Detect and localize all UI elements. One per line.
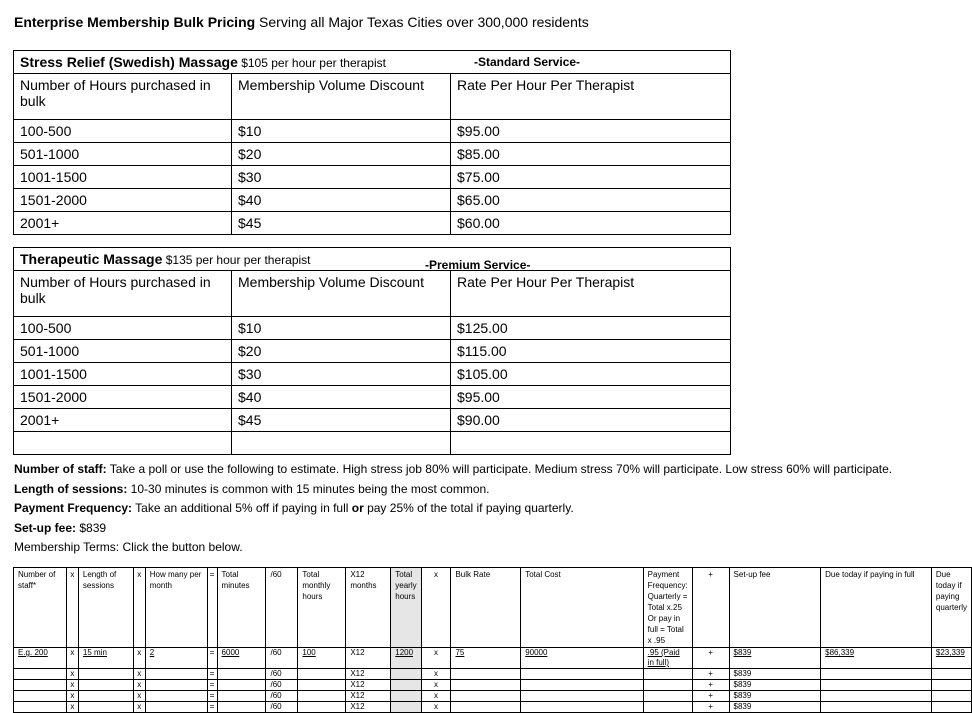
input-length[interactable]: [78, 702, 133, 713]
col-hours-header: Number of Hours purchased in bulk: [14, 74, 232, 120]
calc-op-times: x: [133, 648, 145, 669]
calc-op-equals: =: [207, 680, 217, 691]
hours-cell: 1501-2000: [14, 386, 232, 409]
note-frequency-text-b: pay 25% of the total if paying quarterly.: [363, 501, 574, 515]
calc-input-row: [14, 680, 972, 691]
calc-op-times: x: [421, 691, 451, 702]
table-row: [14, 120, 731, 143]
col-rate-header: Rate Per Hour Per Therapist: [451, 271, 731, 317]
input-due-full[interactable]: [821, 680, 932, 691]
calc-op-plus: +: [692, 702, 729, 713]
calc-op-plus: +: [692, 669, 729, 680]
calc-op-equals: =: [207, 691, 217, 702]
note-staff-label: Number of staff:: [14, 462, 107, 476]
calc-col-due-full: Due today if paying in full: [821, 568, 932, 648]
calc-example-row: [14, 648, 972, 669]
calc-op-times: x: [421, 568, 451, 648]
discount-cell: $40: [232, 386, 451, 409]
calc-op-times: x: [66, 648, 78, 669]
freq-line-2: Quarterly = Total x.25: [647, 592, 688, 612]
hours-cell: 2001+: [14, 212, 232, 235]
note-length: [14, 480, 892, 500]
table-row: [14, 143, 731, 166]
title-bold: Enterprise Membership Bulk Pricing: [14, 14, 256, 30]
table-row: [14, 409, 731, 432]
example-setup: $839: [729, 648, 821, 669]
calc-op-plus: +: [692, 648, 729, 669]
input-total-minutes[interactable]: [217, 680, 266, 691]
notes-section: [14, 460, 892, 558]
calc-op-times: x: [421, 669, 451, 680]
input-due-full[interactable]: [821, 702, 932, 713]
hours-cell: 501-1000: [14, 143, 232, 166]
calc-op-equals: =: [207, 568, 217, 648]
note-staff: [14, 460, 892, 480]
example-total-cost: 90000: [521, 648, 643, 669]
note-setup-label: Set-up fee:: [14, 520, 77, 535]
rate-cell: $125.00: [451, 317, 731, 340]
discount-cell: $30: [232, 363, 451, 386]
calc-col-per-month: How many per month: [145, 568, 207, 648]
calc-col-total-cost: Total Cost: [521, 568, 643, 648]
premium-service-price: $135 per hour per therapist: [162, 253, 311, 267]
input-div60: /60: [266, 669, 298, 680]
empty-cell: [232, 432, 451, 455]
calc-col-yearly-hours: Total yearly hours: [391, 568, 421, 648]
cost-calculator-table: [13, 567, 972, 713]
calc-col-staff: Number of staff*: [14, 568, 67, 648]
calc-op-times: x: [421, 702, 451, 713]
discount-cell: $20: [232, 143, 451, 166]
premium-service-tag: -Premium Service-: [425, 258, 531, 272]
calc-op-times: x: [66, 680, 78, 691]
input-div60: /60: [266, 691, 298, 702]
calc-col-bulk-rate: Bulk Rate: [451, 568, 521, 648]
page-title: [14, 14, 589, 30]
freq-line-1: Payment Frequency:: [647, 570, 688, 590]
premium-pricing-table: [13, 247, 731, 455]
rate-cell: $65.00: [451, 189, 731, 212]
example-bulk-rate: 75: [451, 648, 521, 669]
standard-service-tag: -Standard Service-: [474, 55, 581, 69]
table-row: [14, 363, 731, 386]
input-x12: X12: [346, 669, 391, 680]
col-hours-header: Number of Hours purchased in bulk: [14, 271, 232, 317]
hours-cell: 2001+: [14, 409, 232, 432]
input-total-cost[interactable]: [521, 702, 643, 713]
note-setup: [14, 519, 892, 539]
example-div60: /60: [266, 648, 298, 669]
calc-col-setup: Set-up fee: [729, 568, 821, 648]
rate-cell: $95.00: [451, 386, 731, 409]
standard-service-price: $105 per hour per therapist: [237, 56, 386, 70]
input-length[interactable]: [78, 680, 133, 691]
table-row: [14, 340, 731, 363]
rate-cell: $105.00: [451, 363, 731, 386]
discount-cell: $20: [232, 340, 451, 363]
input-total-cost[interactable]: [521, 691, 643, 702]
input-setup: $839: [729, 669, 821, 680]
input-per-month[interactable]: [145, 702, 207, 713]
note-setup-text: $839: [76, 520, 107, 535]
input-total-cost[interactable]: [521, 680, 643, 691]
example-frequency: .95 (Paid in full): [643, 648, 692, 669]
input-frequency[interactable]: [643, 680, 692, 691]
calc-op-equals: =: [207, 669, 217, 680]
calc-input-row: [14, 691, 972, 702]
input-div60: /60: [266, 680, 298, 691]
table-row: [14, 189, 731, 212]
calc-op-plus: +: [692, 568, 729, 648]
standard-pricing-table: [13, 50, 731, 235]
input-total-minutes[interactable]: [217, 691, 266, 702]
col-rate-header: Rate Per Hour Per Therapist: [451, 74, 731, 120]
discount-cell: $10: [232, 120, 451, 143]
col-discount-header: Membership Volume Discount: [232, 74, 451, 120]
premium-service-name: Therapeutic Massage: [20, 251, 163, 267]
example-length: 15 min: [78, 648, 133, 669]
calc-col-total-minutes: Total minutes: [217, 568, 266, 648]
note-frequency-label: Payment Frequency:: [14, 501, 133, 515]
input-due-full[interactable]: [821, 691, 932, 702]
example-yearly-hours: 1200: [391, 648, 421, 669]
discount-cell: $45: [232, 409, 451, 432]
calc-col-due-quarterly: Due today if paying quarterly: [931, 568, 971, 648]
table-row: [14, 317, 731, 340]
calc-op-times: x: [421, 648, 451, 669]
input-per-month[interactable]: [145, 691, 207, 702]
example-staff: E.g. 200: [14, 648, 67, 669]
hours-cell: 501-1000: [14, 340, 232, 363]
example-due-full: $86,339: [821, 648, 932, 669]
input-per-month[interactable]: [145, 680, 207, 691]
input-staff[interactable]: [14, 691, 67, 702]
discount-cell: $10: [232, 317, 451, 340]
hours-cell: 1501-2000: [14, 189, 232, 212]
example-total-minutes: 6000: [217, 648, 266, 669]
example-x12: X12: [346, 648, 391, 669]
calc-op-plus: +: [692, 691, 729, 702]
input-monthly-hours[interactable]: [298, 680, 346, 691]
empty-cell: [14, 432, 232, 455]
example-due-quarterly: $23,339: [931, 648, 971, 669]
table-row: [14, 166, 731, 189]
table-row-empty: [14, 432, 731, 455]
input-x12: X12: [346, 702, 391, 713]
input-bulk-rate[interactable]: [451, 691, 521, 702]
calc-op-times: x: [66, 568, 78, 648]
calc-op-times: x: [66, 691, 78, 702]
input-staff[interactable]: [14, 680, 67, 691]
title-subtitle: Serving all Major Texas Cities over 300,000 residents: [255, 14, 589, 30]
hours-cell: 1001-1500: [14, 166, 232, 189]
input-setup: $839: [729, 702, 821, 713]
discount-cell: $30: [232, 166, 451, 189]
calc-op-times: x: [133, 691, 145, 702]
calc-op-times: x: [133, 702, 145, 713]
premium-service-header: [14, 248, 731, 271]
hours-cell: 1001-1500: [14, 363, 232, 386]
hours-cell: 100-500: [14, 120, 232, 143]
note-terms: Membership Terms: Click the button below.: [14, 540, 243, 554]
calc-op-times: x: [133, 568, 145, 648]
note-frequency: [14, 499, 892, 519]
input-staff[interactable]: [14, 702, 67, 713]
calc-op-equals: =: [207, 648, 217, 669]
input-frequency[interactable]: [643, 691, 692, 702]
standard-service-header: [14, 51, 731, 74]
calc-col-frequency: [643, 568, 692, 648]
freq-line-3: Or pay in full = Total x .95: [647, 614, 684, 645]
rate-cell: $115.00: [451, 340, 731, 363]
rate-cell: $60.00: [451, 212, 731, 235]
input-bulk-rate[interactable]: [451, 680, 521, 691]
input-yearly-hours[interactable]: [391, 680, 421, 691]
input-yearly-hours[interactable]: [391, 691, 421, 702]
input-monthly-hours[interactable]: [298, 702, 346, 713]
calc-col-monthly-hours: Total monthly hours: [298, 568, 346, 648]
hours-cell: 100-500: [14, 317, 232, 340]
input-length[interactable]: [78, 691, 133, 702]
rate-cell: $95.00: [451, 120, 731, 143]
standard-service-name: Stress Relief (Swedish) Massage: [20, 54, 238, 70]
input-yearly-hours[interactable]: [391, 702, 421, 713]
calc-op-plus: +: [692, 680, 729, 691]
calc-op-times: x: [66, 702, 78, 713]
rate-cell: $85.00: [451, 143, 731, 166]
input-due-quarterly[interactable]: [931, 691, 971, 702]
calc-op-times: x: [66, 669, 78, 680]
input-due-quarterly[interactable]: [931, 702, 971, 713]
input-frequency[interactable]: [643, 702, 692, 713]
input-bulk-rate[interactable]: [451, 702, 521, 713]
example-per-month: 2: [145, 648, 207, 669]
example-monthly-hours: 100: [298, 648, 346, 669]
col-discount-header: Membership Volume Discount: [232, 271, 451, 317]
table-row: [14, 212, 731, 235]
discount-cell: $45: [232, 212, 451, 235]
calc-op-times: x: [133, 669, 145, 680]
note-length-label: Length of sessions:: [14, 481, 128, 496]
discount-cell: $40: [232, 189, 451, 212]
calc-col-div60: /60: [266, 568, 298, 648]
note-frequency-text-a: Take an additional 5% off if paying in full: [132, 501, 352, 515]
calc-header-row: [14, 568, 972, 648]
calc-op-equals: =: [207, 702, 217, 713]
input-setup: $839: [729, 691, 821, 702]
input-x12: X12: [346, 680, 391, 691]
input-setup: $839: [729, 680, 821, 691]
input-total-minutes[interactable]: [217, 702, 266, 713]
rate-cell: $90.00: [451, 409, 731, 432]
table-row: [14, 386, 731, 409]
input-due-quarterly[interactable]: [931, 680, 971, 691]
calc-op-times: x: [133, 680, 145, 691]
note-length-text: 10-30 minutes is common with 15 minutes being the most common.: [127, 481, 490, 496]
note-frequency-or: or: [351, 501, 364, 515]
empty-cell: [451, 432, 731, 455]
input-x12: X12: [346, 691, 391, 702]
calc-col-x12: X12 months: [346, 568, 391, 648]
input-monthly-hours[interactable]: [298, 691, 346, 702]
note-staff-text: Take a poll or use the following to estimate. High stress job 80% will participate. Medium stress 70% will participate. Low stress 60% will participate.: [106, 462, 893, 476]
rate-cell: $75.00: [451, 166, 731, 189]
input-div60: /60: [266, 702, 298, 713]
calc-col-length: Length of sessions: [78, 568, 133, 648]
calc-op-times: x: [421, 680, 451, 691]
calc-input-row: [14, 702, 972, 713]
